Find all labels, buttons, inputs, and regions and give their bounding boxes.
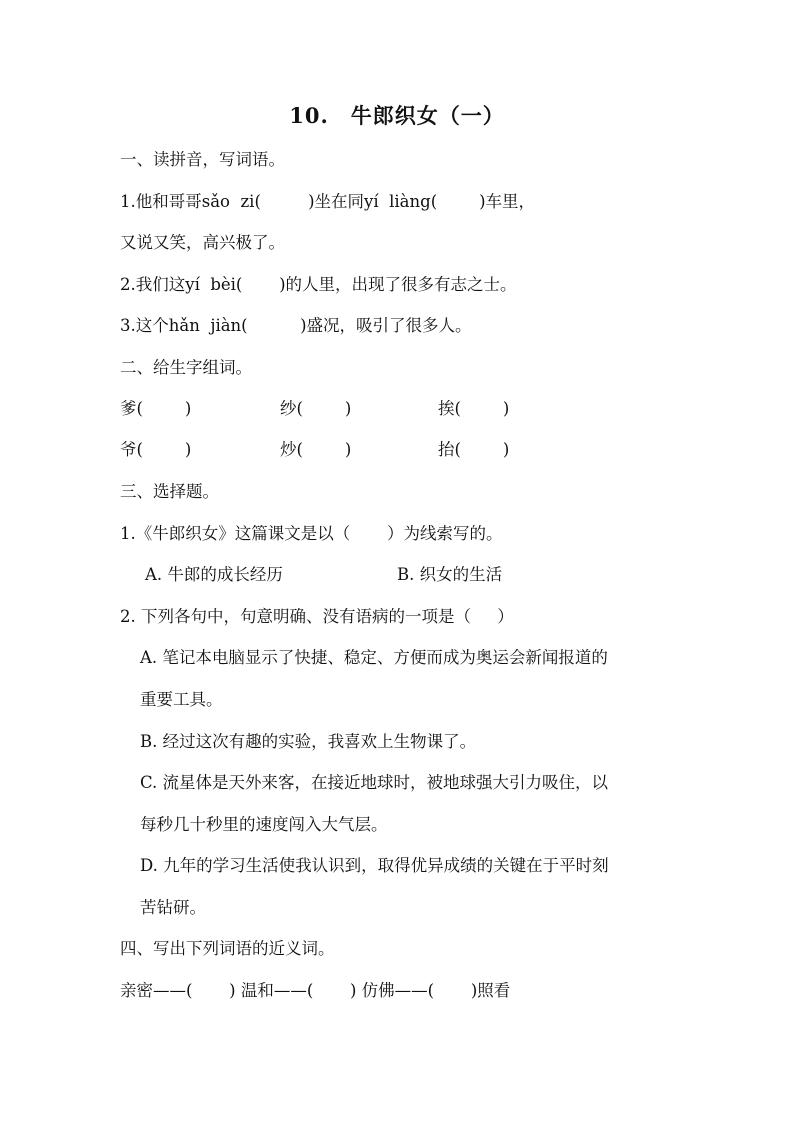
word-item: 爹( ) (120, 399, 192, 418)
option-c-line-1: C. 流星体是天外来客，在接近地球时，被地球强大引力吸住，以 (140, 773, 609, 792)
section-3-heading: 三、选择题。 (120, 482, 219, 501)
option-d-line-2: 苦钻研。 (140, 898, 206, 917)
question-3-1: 1.《牛郎织女》这篇课文是以（ ）为线索写的。 (120, 524, 503, 543)
option-a-line-2: 重要工具。 (140, 690, 223, 709)
question-1-3: 3.这个hǎn jiàn( )盛况，吸引了很多人。 (120, 316, 472, 335)
question-3-2: 2. 下列各句中，句意明确、没有语病的一项是（ ） (120, 607, 514, 626)
option-d-line-1: D. 九年的学习生活使我认识到，取得优异成绩的关键在于平时刻 (140, 856, 609, 875)
option-a: A. 牛郎的成长经历 (145, 565, 283, 584)
section-2-heading: 二、给生字组词。 (120, 358, 252, 377)
option-b: B. 织女的生活 (397, 565, 503, 584)
option-b: B. 经过这次有趣的实验，我喜欢上生物课了。 (140, 732, 477, 751)
word-item: 抬( ) (438, 440, 510, 459)
question-1-2: 2.我们这yí bèi( )的人里，出现了很多有志之士。 (120, 275, 517, 294)
section-1-heading: 一、读拼音，写词语。 (120, 150, 285, 169)
option-c-line-2: 每秒几十秒里的速度闯入大气层。 (140, 815, 388, 834)
word-item: 炒( ) (280, 440, 352, 459)
page-title: 10. 牛郎织女（一） (289, 103, 505, 128)
question-1-1-line-2: 又说又笑，高兴极了。 (120, 233, 285, 252)
question-1-1-line-1: 1.他和哥哥sǎo zi( )坐在同yí liàng( )车里， (120, 192, 536, 211)
section-4-heading: 四、写出下列词语的近义词。 (120, 939, 335, 958)
synonym-line: 亲密——( ) 温和——( ) 仿佛——( )照看 (120, 981, 511, 1000)
word-item: 纱( ) (280, 399, 352, 418)
word-item: 挨( ) (438, 399, 510, 418)
word-item: 爷( ) (120, 440, 192, 459)
option-a-line-1: A. 笔记本电脑显示了快捷、稳定、方便而成为奥运会新闻报道的 (140, 648, 608, 667)
